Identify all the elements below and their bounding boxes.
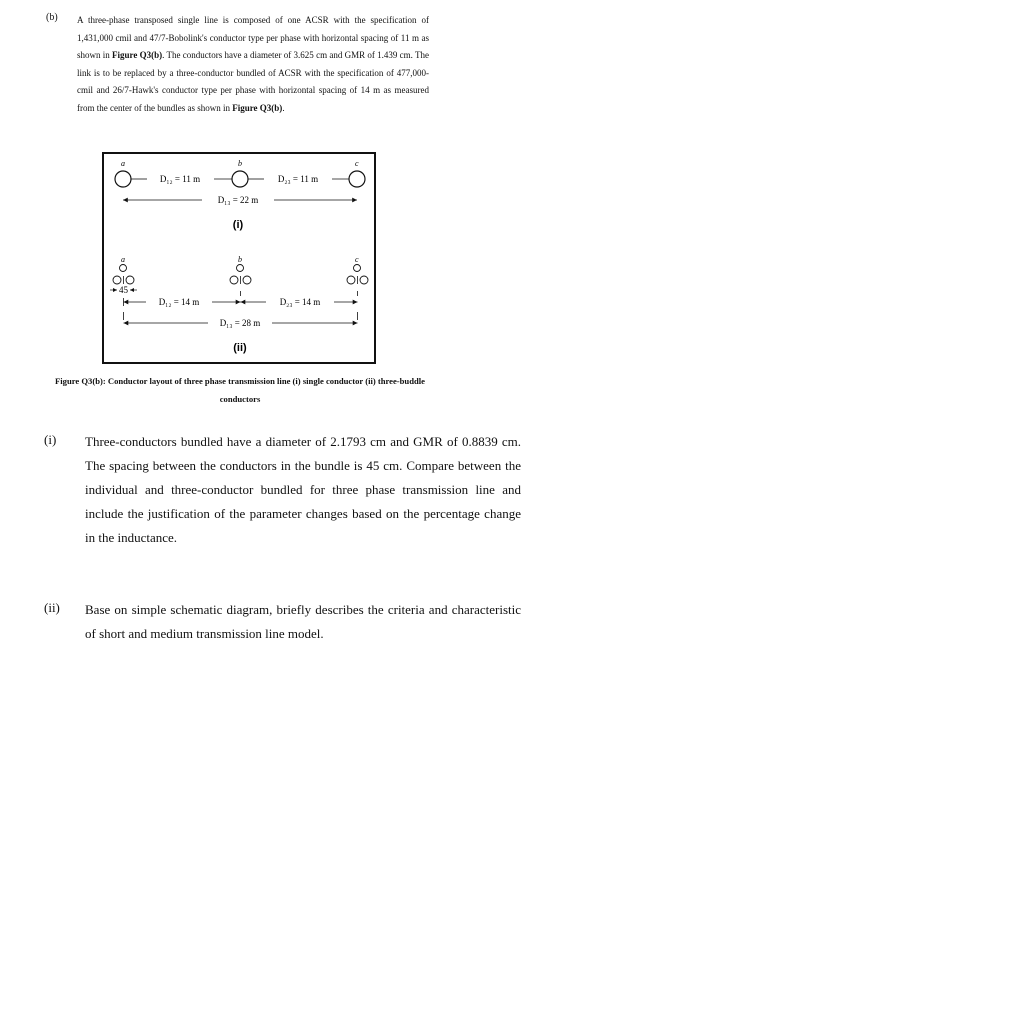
part-i-label: (i) (232, 219, 244, 231)
phase-b-label: b (238, 255, 242, 264)
phase-c-label: c (355, 255, 359, 264)
d23-label: D₂₃ = 14 m (279, 297, 321, 307)
d12-label: D₁₂ = 11 m (159, 174, 201, 184)
bundle-a (113, 265, 134, 285)
figure-caption: Figure Q3(b): Conductor layout of three phase transmission line (i) single conductor (ii) three-buddle conductors (55, 376, 425, 404)
figure-reference: Figure Q3(b) (232, 102, 283, 113)
phase-c-label: c (355, 159, 359, 168)
sub-question-ii-label: (ii) (44, 600, 60, 615)
sub-question-i-label: (i) (44, 432, 57, 447)
question-text: A three-phase transposed single line is composed of one ACSR with the specification of 1,431,000 cmil and 47/7-Bobolink's conductor type per phase with horizontal spacing of 11 m as shown in Figure Q3(b). The conductors have a diameter of 3.625 cm and GMR of 1.439 cm. The link is to be replaced by a three-conductor bundled of ACSR with the specification of 477,000-cmil and 26/7-Hawk's conductor type per phase with horizontal spacing of 14 m as measured from the center of the bundles as shown in Figure Q3(b). (77, 15, 429, 113)
phase-a-label: a (121, 255, 125, 264)
conductor-a (115, 171, 131, 187)
d13-label: D₁₃ = 22 m (217, 195, 259, 205)
figure-reference: Figure Q3(b) (112, 50, 163, 60)
d12-label: D₁₂ = 14 m (158, 297, 200, 307)
d23-label: D₂₃ = 11 m (277, 174, 319, 184)
conductor-layout-figure (102, 152, 376, 364)
d13-label: D₁₃ = 28 m (219, 318, 261, 328)
phase-b-label: b (238, 159, 242, 168)
question-label: (b) (46, 12, 58, 23)
sub-question-i-text: Three-conductors bundled have a diameter of 2.1793 cm and GMR of 0.8839 cm. The spacing between the conductors in the bundle is 45 cm. Compare between the individual and three-conductor bundled for three phase transmission line and include the justification of the parameter changes based on the percentage change in the inductance. (85, 434, 521, 545)
sub-question-ii-text: Base on simple schematic diagram, briefly describes the criteria and characteristic of short and medium transmission line model. (85, 602, 521, 641)
conductor-layout-diagram (104, 154, 374, 362)
bundle-spacing-label: 45 (119, 285, 128, 295)
conductor-c (349, 171, 365, 187)
bundle-c (347, 265, 368, 297)
conductor-b (232, 171, 248, 187)
phase-a-label: a (121, 159, 125, 168)
bundle-b (230, 265, 251, 297)
part-ii-label: (ii) (233, 342, 247, 354)
